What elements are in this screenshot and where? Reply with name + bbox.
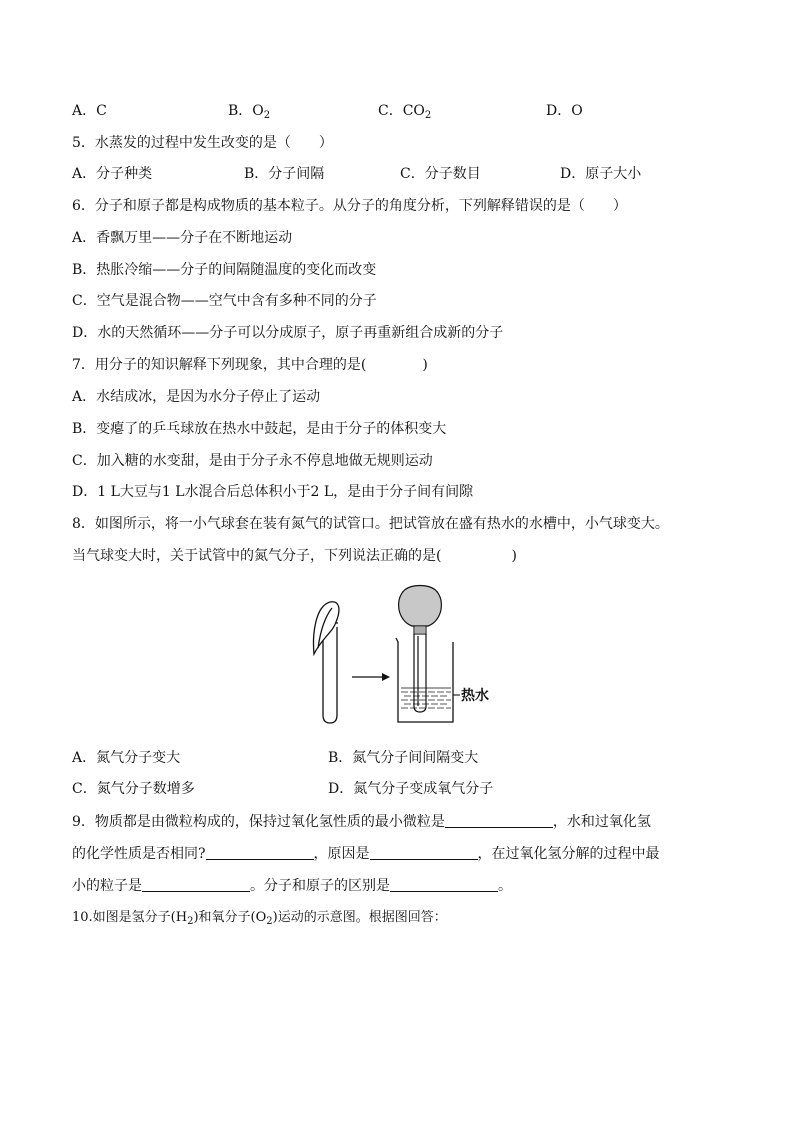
hot-water-label: 热水 [461, 688, 489, 704]
q5-stem: 5．水蒸发的过程中发生改变的是（ ） [72, 135, 333, 151]
answer-blank[interactable] [206, 845, 314, 860]
answer-blank[interactable] [445, 813, 553, 828]
q6-option-b: B．热胀冷缩——分子的间隔随温度的变化而改变 [72, 262, 377, 278]
answer-blank[interactable] [142, 877, 250, 892]
arrow-right-icon [352, 673, 390, 681]
q8-option-c: C．氮气分子数增多 [72, 781, 195, 797]
q4-option-a: A．C [72, 103, 107, 119]
q9-line3: 小的粒子是 。分子和原子的区别是 。 [72, 878, 512, 894]
inflated-balloon [399, 586, 442, 635]
q10-stem: 10.如图是氢分子$(H_2)$和氧分子$(O_2)$运动的示意图。根据图回答： [72, 910, 447, 927]
q4-option-d: D．O [546, 103, 583, 119]
answer-blank[interactable] [390, 877, 498, 892]
q8-option-a: A．氮气分子变大 [72, 750, 181, 766]
q8-stem-line2: 当气球变大时，关于试管中的氮气分子，下列说法正确的是( ) [72, 548, 517, 564]
q6-option-d: D．水的天然循环——分子可以分成原子，原子再重新组合成新的分子 [72, 325, 504, 341]
q6-option-c: C．空气是混合物——空气中含有多种不同的分子 [72, 293, 377, 309]
q7-option-d: D．1 L大豆与1 L水混合后总体积小于2 L，是由于分子间有间隙 [72, 484, 474, 500]
q4-option-b: B．$O_2$ [228, 103, 271, 121]
q8-option-d: D．氮气分子变成氧气分子 [328, 781, 494, 797]
q5-option-d: D．原子大小 [560, 166, 642, 182]
q6-option-a: A．香飘万里——分子在不断地运动 [72, 230, 293, 246]
q7-option-b: B．变瘪了的乒乓球放在热水中鼓起，是由于分子的体积变大 [72, 421, 447, 437]
q7-option-c: C．加入糖的水变甜，是由于分子永不停息地做无规则运动 [72, 453, 433, 469]
q5-option-b: B．分子间隔 [244, 166, 325, 182]
q5-option-a: A．分子种类 [72, 166, 153, 182]
answer-blank[interactable] [370, 845, 478, 860]
balloon-test-tube-figure [300, 582, 500, 728]
q9-line2: 的化学性质是否相同? ，原因是 ，在过氧化氢分解的过程中最 [72, 846, 660, 862]
q8-stem-line1: 8．如图所示，将一小气球套在装有氮气的试管口。把试管放在盛有热水的水槽中，小气球变大。 [72, 516, 669, 532]
q5-option-c: C．分子数目 [400, 166, 481, 182]
q7-stem: 7．用分子的知识解释下列现象，其中合理的是( ) [72, 357, 428, 373]
test-tube-with-balloon [314, 602, 339, 723]
q6-stem: 6．分子和原子都是构成物质的基本粒子。从分子的角度分析，下列解释错误的是（ ） [72, 198, 627, 214]
beaker [396, 638, 453, 722]
q4-option-c: C．$CO_2$ [378, 103, 432, 121]
q9-line1: 9．物质都是由微粒构成的，保持过氧化氢性质的最小微粒是 ，水和过氧化氢 [72, 814, 651, 830]
q7-option-a: A．水结成冰，是因为水分子停止了运动 [72, 389, 321, 405]
q8-option-b: B．氮气分子间间隔变大 [328, 750, 479, 766]
